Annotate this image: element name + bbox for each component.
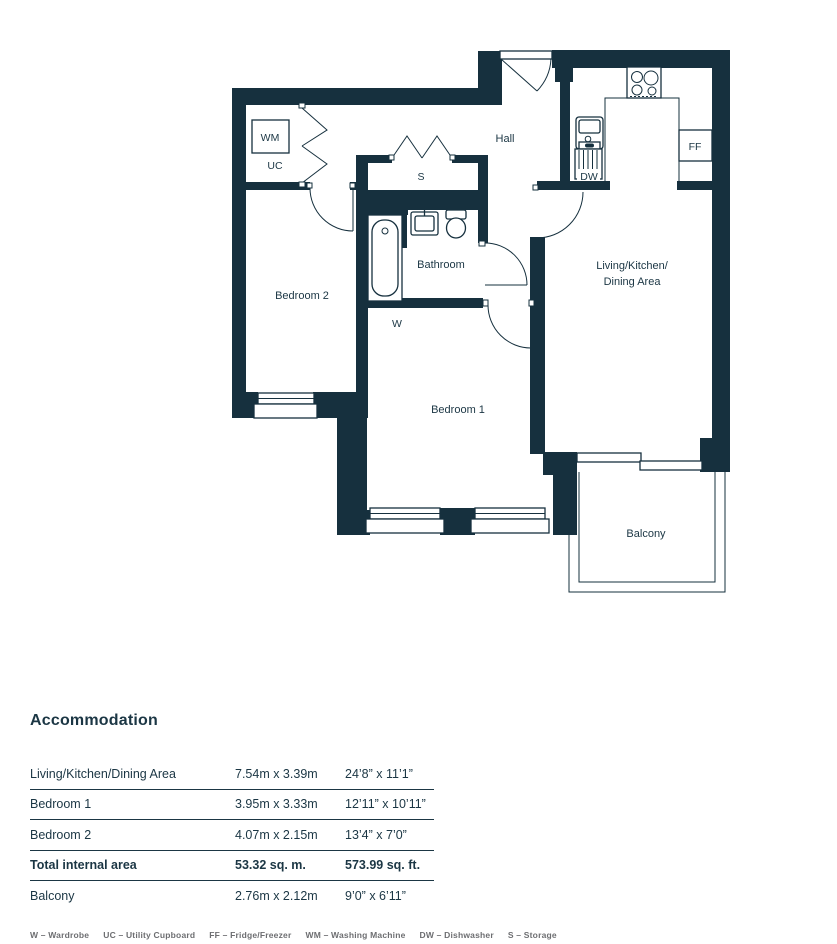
living-area-label-line2: Dining Area	[603, 276, 661, 288]
metric-dimensions: 4.07m x 2.15m	[235, 827, 318, 842]
imperial-dimensions: 9’0” x 6’11”	[345, 888, 406, 903]
abbreviation-legend	[30, 930, 557, 940]
toilet	[446, 210, 466, 238]
storage-bifold-door	[389, 136, 455, 160]
bedroom2-label: Bedroom 2	[275, 290, 329, 302]
kitchen-sink	[576, 117, 603, 149]
imperial-dimensions: 573.99 sq. ft.	[345, 858, 421, 873]
bathroom-label: Bathroom	[417, 259, 465, 271]
bedroom1-label: Bedroom 1	[431, 404, 485, 416]
legend-item: WM – Washing Machine	[305, 930, 406, 940]
hob	[627, 67, 661, 98]
bedroom1-window-left	[366, 508, 444, 533]
room-name: Total internal area	[30, 858, 137, 873]
metric-dimensions: 53.32 sq. m.	[235, 858, 306, 873]
accommodation-title: Accommodation	[30, 712, 158, 729]
bathroom-door	[479, 241, 527, 285]
table-row	[30, 881, 434, 911]
metric-dimensions: 2.76m x 2.12m	[235, 888, 318, 903]
imperial-dimensions: 12’11” x 10’11”	[345, 797, 426, 812]
table-row	[30, 759, 434, 790]
imperial-dimensions: 13’4” x 7’0”	[345, 827, 407, 842]
living-room-door	[533, 185, 583, 238]
fridge-freezer-label: FF	[688, 141, 702, 153]
imperial-dimensions: 24’8” x 11’1”	[345, 766, 413, 781]
kitchen-counter	[605, 98, 679, 181]
legend-item: FF – Fridge/Freezer	[209, 930, 292, 940]
room-name: Bedroom 2	[30, 827, 92, 842]
bedroom2-door	[307, 183, 355, 231]
entrance-door	[500, 51, 552, 91]
washing-machine-label: WM	[260, 132, 280, 144]
bedroom1-door	[483, 300, 534, 348]
wardrobe-label: W	[392, 318, 402, 330]
room-name: Living/Kitchen/Dining Area	[30, 766, 176, 781]
legend-item: W – Wardrobe	[30, 930, 90, 940]
table-row-total	[30, 851, 434, 882]
accommodation-table	[30, 759, 434, 911]
utility-cupboard-bifold-door	[299, 103, 327, 187]
table-row	[30, 820, 434, 851]
bedroom2-window	[254, 393, 317, 418]
room-name: Bedroom 1	[30, 797, 92, 812]
legend-item: DW – Dishwasher	[419, 930, 494, 940]
storage-label: S	[417, 171, 425, 183]
living-area-label-line1: Living/Kitchen/	[596, 260, 668, 272]
table-row	[30, 790, 434, 821]
bedroom1-window-right	[471, 508, 549, 533]
balcony-sliding-door	[577, 453, 702, 470]
legend-item: S – Storage	[507, 930, 557, 940]
legend-item: UC – Utility Cupboard	[103, 930, 196, 940]
bath	[368, 215, 402, 301]
metric-dimensions: 7.54m x 3.39m	[235, 766, 318, 781]
hall-label: Hall	[495, 133, 515, 145]
dishwasher-label: DW	[580, 171, 598, 183]
room-name: Balcony	[30, 888, 75, 903]
utility-cupboard-label: UC	[267, 160, 283, 172]
metric-dimensions: 3.95m x 3.33m	[235, 797, 318, 812]
balcony-label: Balcony	[626, 528, 666, 540]
